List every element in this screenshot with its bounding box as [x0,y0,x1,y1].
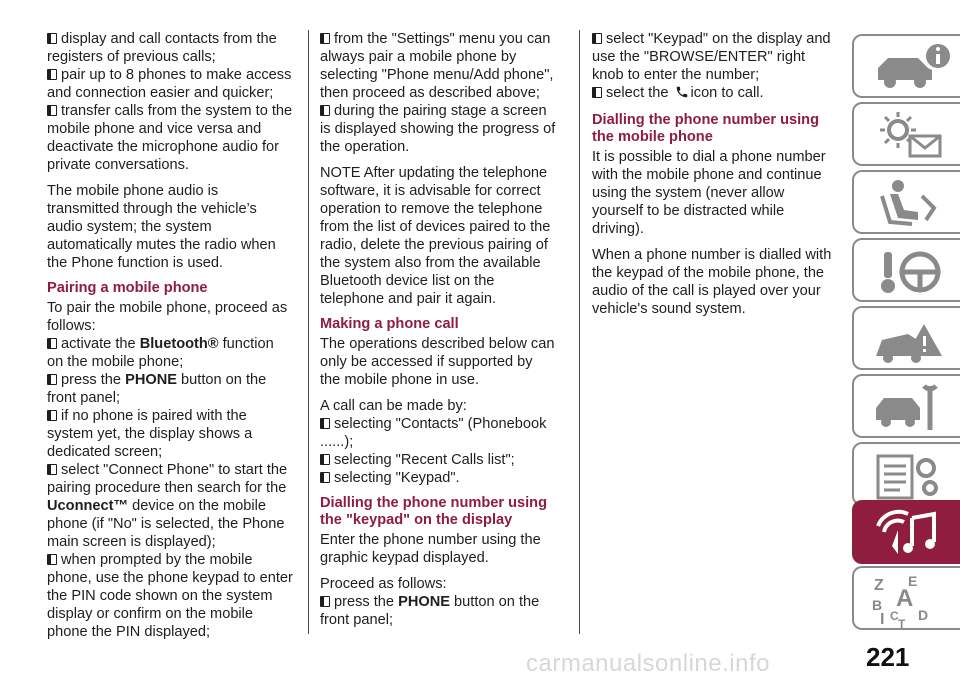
tab-accident[interactable] [852,306,960,370]
bullet-icon [47,105,57,116]
bullet-icon [47,69,57,80]
car-maintenance-icon [868,380,958,436]
bullet-icon [320,418,330,429]
list-item: select "Connect Phone" to start the pairing procedure then search for the Uconnect™ device on the mobile phone (if "No" is selected, the Phone main screen is displayed); [47,462,288,550]
index-letter: C [890,609,899,623]
seat-airbag-icon [868,176,958,232]
tab-key-steering[interactable] [852,238,960,302]
tab-car-info[interactable] [852,34,960,98]
index-letter: D [918,607,929,623]
paragraph: Proceed as follows: [320,576,447,592]
bullet-icon [320,33,330,44]
paragraph: The operations described below can only be accessed if supported by the mobile phone in use. [320,336,555,388]
bullet-icon [592,33,602,44]
bullet-icon [592,87,602,98]
text-column-1 [47,30,293,641]
list-item: if no phone is paired with the system yet, the display shows a dedicated screen; [47,408,253,460]
bullet-icon [320,596,330,607]
phone-icon [675,85,689,99]
list-item: display and call contacts from the registers of previous calls; [47,31,277,65]
bullet-icon [47,33,57,44]
list-item: select "Keypad" on the display and use the "BROWSE/ENTER" right knob to enter the number; [592,31,831,83]
list-item: when prompted by the mobile phone, use the phone keypad to enter the PIN code shown on the system display or confirm on the mobile phone the PIN displayed; [47,552,293,640]
tab-maintenance[interactable] [852,374,960,438]
list-item: selecting "Contacts" (Phonebook ......); [320,416,547,450]
text-column-2 [320,30,556,629]
bullet-icon [320,472,330,483]
list-item: during the pairing stage a screen is displayed showing the progress of the operation. [320,103,556,155]
index-letter: B [872,597,883,613]
bullet-icon [47,374,57,385]
specs-gear-icon [868,448,958,504]
paragraph: It is possible to dial a phone number with the mobile phone and continue using the system (never allow yourself to be distracted while driving). [592,149,826,237]
index-letter: Z [874,577,884,594]
multimedia-icon [868,506,958,562]
index-letter: I [880,611,885,628]
tab-warning-lights[interactable] [852,102,960,166]
column-divider [579,30,580,634]
page-number: 221 [866,642,910,672]
paragraph: The mobile phone audio is transmitted through the vehicle’s audio system; the system automatically mutes the radio when the Phone function is used. [47,183,276,271]
bullet-icon [320,454,330,465]
list-item: activate the Bluetooth® function on the mobile phone; [47,336,274,370]
bullet-icon [47,338,57,349]
key-steering-wheel-icon [868,244,958,300]
index-letter: E [908,573,918,589]
list-item: pair up to 8 phones to make access and connection easier and quicker; [47,67,292,101]
paragraph: A call can be made by: [320,398,467,414]
list-item: select the icon to call. [592,84,836,102]
list-item: selecting "Recent Calls list"; [320,451,556,469]
bullet-icon [47,410,57,421]
car-info-icon [868,40,958,96]
index-letter: T [898,617,906,628]
watermark: carmanualsonline.info [526,650,770,677]
text-column-3 [592,30,836,326]
index-letters-icon [868,572,958,628]
section-heading: Making a phone call [320,316,459,332]
bullet-icon [320,105,330,116]
column-divider [308,30,309,634]
list-item: transfer calls from the system to the mobile phone and vice versa and deactivate the microphone audio for private conversations. [47,103,293,173]
list-item: selecting "Keypad". [320,469,556,487]
section-heading: Pairing a mobile phone [47,280,208,296]
tab-index[interactable] [852,566,960,630]
section-heading: Dialling the phone number using the "keypad" on the display [320,495,548,528]
list-item: from the "Settings" menu you can always pair a mobile phone by selecting "Phone menu/Add phone", then proceed as described above; [320,31,554,101]
tab-seat-airbag[interactable] [852,170,960,234]
note-paragraph: NOTE After updating the telephone software, it is advisable for correct operation to remove the telephone from the list of devices paired to the radio, delete the previous pairing of the system also from the available Bluetooth device list on the telephone and pair it again. [320,165,551,307]
list-item: press the PHONE button on the front panel; [320,594,540,628]
paragraph: To pair the mobile phone, proceed as follows: [47,300,288,334]
section-heading: Dialling the phone number using the mobile phone [592,112,820,145]
warning-lights-icon [868,108,958,164]
paragraph: When a phone number is dialled with the keypad of the mobile phone, the audio of the call is played over your vehicle's sound system. [592,247,832,317]
bullet-icon [47,554,57,565]
list-item: press the PHONE button on the front panel; [47,372,267,406]
paragraph: Enter the phone number using the graphic keypad displayed. [320,532,541,566]
tab-specifications[interactable] [852,442,960,506]
car-accident-icon [868,312,958,368]
bullet-icon [47,464,57,475]
index-letter: A [896,585,914,612]
tab-multimedia[interactable] [852,500,960,564]
